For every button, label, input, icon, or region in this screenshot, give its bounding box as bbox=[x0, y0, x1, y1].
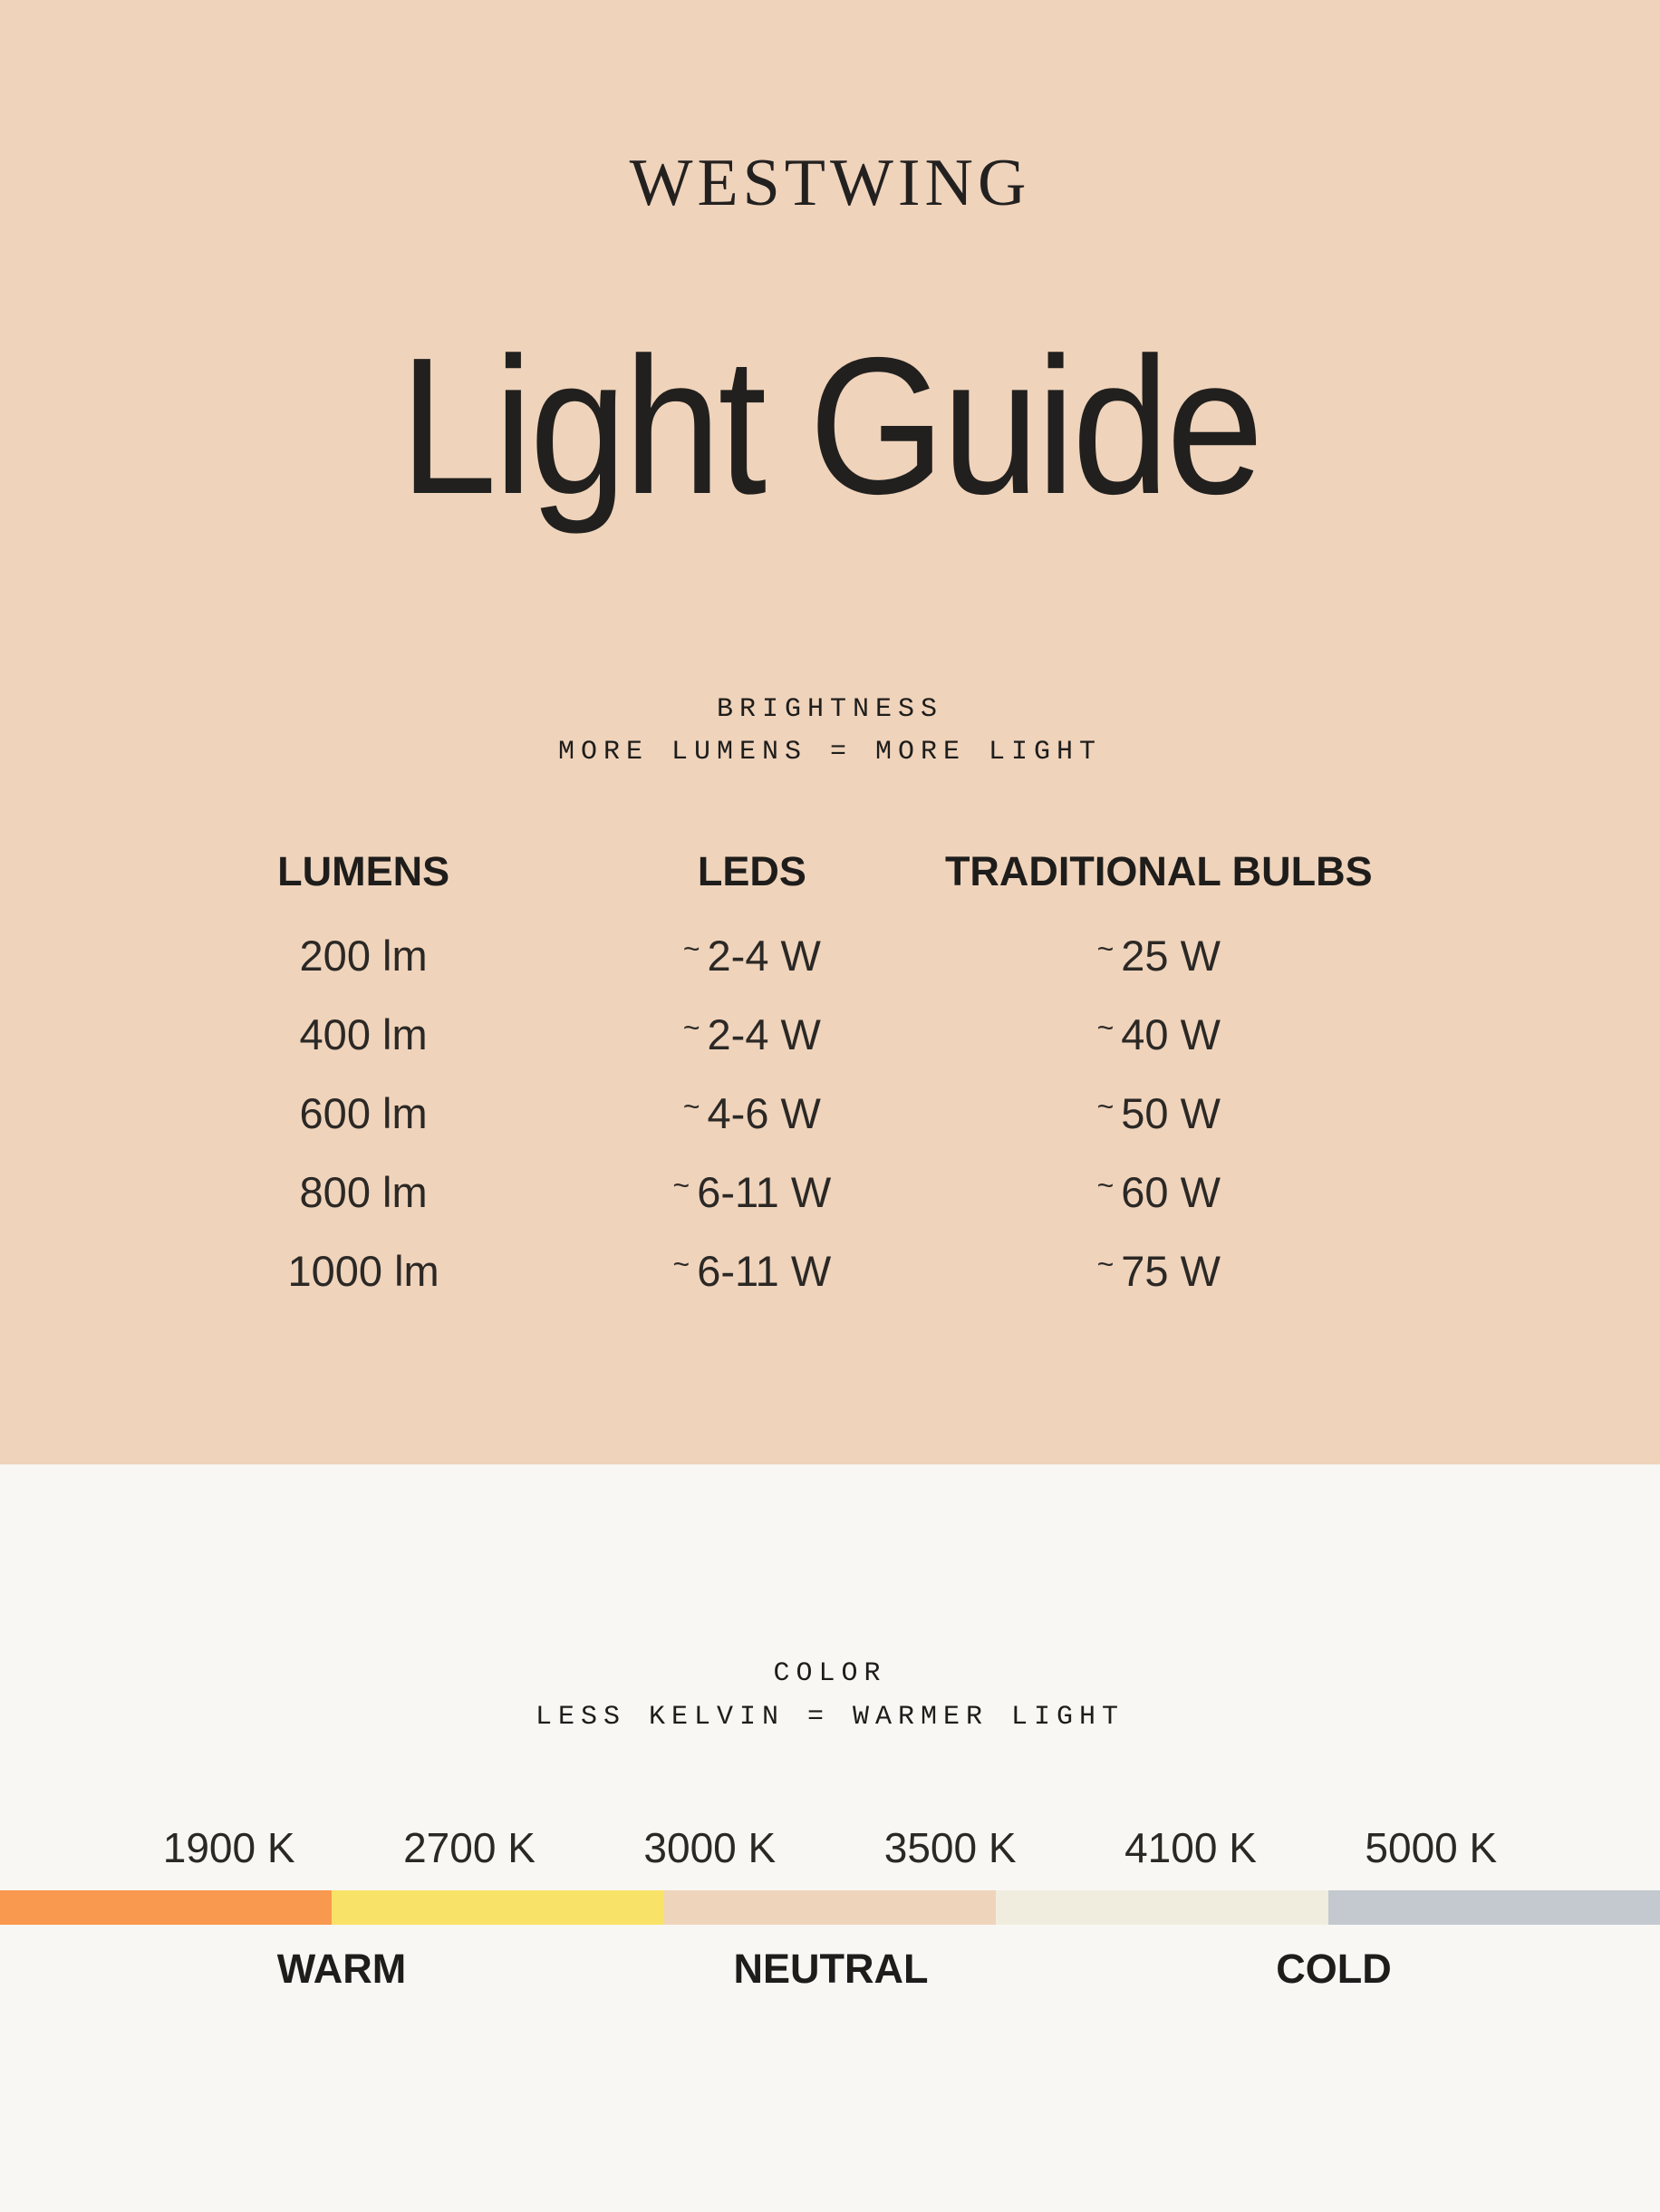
approx-tilde-icon: ~ bbox=[672, 1247, 690, 1280]
temperature-label-cold: COLD bbox=[1276, 1946, 1392, 1992]
scale-segment-neutral-peach bbox=[664, 1890, 996, 1925]
kelvin-label: 3000 K bbox=[643, 1824, 777, 1871]
led-wattage bbox=[564, 1010, 940, 1060]
approx-tilde-icon: ~ bbox=[682, 932, 700, 965]
lumens-value: 1000 lm bbox=[287, 1247, 439, 1295]
page-title: Light Guide bbox=[399, 316, 1261, 535]
led-wattage bbox=[564, 1247, 940, 1297]
lumens-value: 200 lm bbox=[299, 932, 428, 980]
led-wattage-value: 6-11 W bbox=[697, 1247, 832, 1295]
lumens-conversion-table bbox=[163, 848, 1377, 1329]
approx-tilde-icon: ~ bbox=[1096, 1010, 1115, 1044]
table-row bbox=[163, 1010, 1377, 1060]
table-row bbox=[163, 1089, 1377, 1139]
scale-segment-warm-orange bbox=[0, 1890, 332, 1925]
brightness-subheading: MORE LUMENS = MORE LIGHT bbox=[557, 737, 1103, 768]
kelvin-label: 1900 K bbox=[162, 1824, 295, 1871]
led-wattage bbox=[564, 1089, 940, 1139]
bulb-wattage-value: 40 W bbox=[1121, 1010, 1221, 1058]
table-row bbox=[163, 932, 1377, 981]
temperature-label-neutral: NEUTRAL bbox=[733, 1946, 929, 1992]
led-wattage bbox=[564, 932, 940, 981]
bulb-wattage bbox=[941, 1010, 1377, 1060]
column-header-traditional-bulbs: TRADITIONAL BULBS bbox=[944, 848, 1373, 894]
approx-tilde-icon: ~ bbox=[1096, 1247, 1115, 1280]
led-wattage bbox=[564, 1168, 940, 1218]
table-header-row bbox=[163, 848, 1377, 895]
approx-tilde-icon: ~ bbox=[1096, 1168, 1115, 1202]
bulb-wattage-value: 75 W bbox=[1121, 1247, 1221, 1295]
approx-tilde-icon: ~ bbox=[682, 1010, 700, 1044]
kelvin-label: 4100 K bbox=[1124, 1824, 1257, 1871]
bulb-wattage-value: 50 W bbox=[1121, 1089, 1221, 1137]
bulb-wattage-value: 60 W bbox=[1121, 1168, 1221, 1216]
kelvin-label: 5000 K bbox=[1365, 1824, 1498, 1871]
color-temperature-scale-bar bbox=[0, 1890, 1660, 1925]
kelvin-label: 2700 K bbox=[403, 1824, 536, 1871]
table-row bbox=[163, 1247, 1377, 1297]
column-header-leds: LEDS bbox=[697, 848, 806, 894]
lumens-value: 800 lm bbox=[299, 1168, 428, 1216]
bulb-wattage bbox=[941, 1168, 1377, 1218]
column-header-lumens: LUMENS bbox=[277, 848, 450, 894]
approx-tilde-icon: ~ bbox=[1096, 1089, 1115, 1123]
brightness-heading: BRIGHTNESS bbox=[716, 694, 944, 725]
lumens-value: 600 lm bbox=[299, 1089, 428, 1137]
color-subheading: LESS KELVIN = WARMER LIGHT bbox=[535, 1702, 1125, 1733]
scale-segment-neutral-cream bbox=[996, 1890, 1327, 1925]
led-wattage-value: 2-4 W bbox=[707, 1010, 821, 1058]
bulb-wattage bbox=[941, 1089, 1377, 1139]
lumens-value: 400 lm bbox=[299, 1010, 428, 1058]
approx-tilde-icon: ~ bbox=[672, 1168, 690, 1202]
scale-segment-cold-bluegray bbox=[1328, 1890, 1660, 1925]
approx-tilde-icon: ~ bbox=[1096, 932, 1115, 965]
led-wattage-value: 6-11 W bbox=[697, 1168, 832, 1216]
scale-segment-warm-yellow bbox=[332, 1890, 663, 1925]
color-section bbox=[0, 1464, 1660, 2212]
bulb-wattage-value: 25 W bbox=[1121, 932, 1221, 980]
table-row bbox=[163, 1168, 1377, 1218]
kelvin-label: 3500 K bbox=[883, 1824, 1017, 1871]
kelvin-scale-labels bbox=[109, 1824, 1551, 1871]
temperature-label-warm: WARM bbox=[276, 1946, 407, 1992]
led-wattage-value: 4-6 W bbox=[707, 1089, 821, 1137]
bulb-wattage bbox=[941, 1247, 1377, 1297]
led-wattage-value: 2-4 W bbox=[707, 932, 821, 980]
bulb-wattage bbox=[941, 932, 1377, 981]
approx-tilde-icon: ~ bbox=[682, 1089, 700, 1123]
color-heading: COLOR bbox=[773, 1658, 887, 1689]
westwing-logo: WESTWING bbox=[629, 146, 1031, 220]
